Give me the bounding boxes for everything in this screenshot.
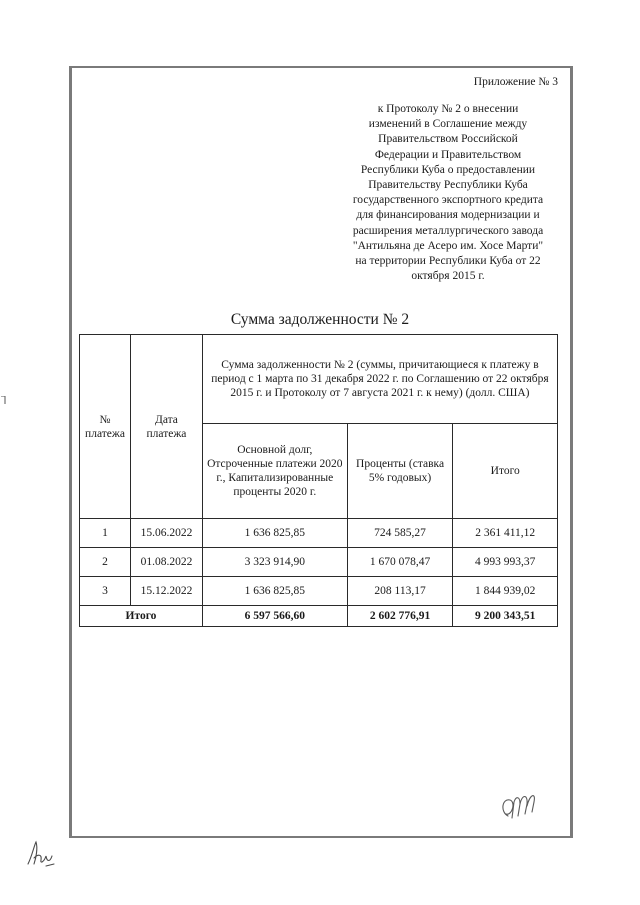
protocol-note-line: государственного экспортного кредита [352,194,544,207]
header-payment-date: Дата платежа [130,335,202,519]
cell-total: 2 361 411,12 [453,519,558,548]
cell-number: 1 [80,519,131,548]
cell-total-interest: 2 602 776,91 [347,606,453,627]
cell-principal: 1 636 825,85 [202,577,347,606]
cell-number: 3 [80,577,131,606]
debt-table [79,334,558,627]
annex-number: Приложение № 3 [473,76,558,88]
cell-interest: 724 585,27 [347,519,453,548]
cell-interest: 1 670 078,47 [347,548,453,577]
cell-total-label: Итого [80,606,203,627]
header-principal: Основной долг, Отсроченные платежи 2020 г., Капитализированные проценты 2020 г. [202,424,347,519]
table-header-row [80,335,558,424]
table-row [80,519,558,548]
signature-icon [24,838,58,868]
protocol-note-line: октября 2015 г. [411,270,485,283]
cell-date: 15.06.2022 [130,519,202,548]
document-title: Сумма задолженности № 2 [230,311,410,328]
protocol-note-line: Правительством Российской [378,133,518,146]
protocol-note [338,102,558,284]
table-total-row [80,606,558,627]
cell-total: 1 844 939,02 [453,577,558,606]
cell-total-sum: 9 200 343,51 [453,606,558,627]
cell-total: 4 993 993,37 [453,548,558,577]
protocol-note-line: Федерации и Правительством [374,148,522,161]
header-total: Итого [453,424,558,519]
protocol-note-line: расширения металлургического завода [352,224,544,237]
header-interest: Проценты (ставка 5% годовых) [347,424,453,519]
cell-principal: 1 636 825,85 [202,519,347,548]
protocol-note-line: изменений в Соглашение между [368,118,528,131]
protocol-note-line: для финансирования модернизации и [356,209,540,222]
protocol-note-line: Правительству Республики Куба [368,179,528,192]
header-debt-amount-group: Сумма задолженности № 2 (суммы, причитающиеся к платежу в период с 1 марта по 31 декабря 2022 г. по Соглашению от 22 октября 2015 г. и Протоколу от 7 августа 2021 г. к нему) (долл. США) [202,335,557,424]
protocol-note-line: на территории Республики Куба от 22 [355,255,541,268]
protocol-note-line: Республики Куба о предоставлении [360,163,536,176]
table-row [80,548,558,577]
protocol-note-line: к Протоколу № 2 о внесении [377,103,519,115]
header-payment-number: № платежа [80,335,131,519]
signature-icon [496,788,540,824]
cell-total-principal: 6 597 566,60 [202,606,347,627]
table-row [80,577,558,606]
protocol-note-line: "Антильяна де Асеро им. Хосе Марти" [352,239,544,252]
cell-number: 2 [80,548,131,577]
cell-date: 01.08.2022 [130,548,202,577]
margin-bracket-mark [0,396,6,404]
cell-interest: 208 113,17 [347,577,453,606]
cell-principal: 3 323 914,90 [202,548,347,577]
cell-date: 15.12.2022 [130,577,202,606]
